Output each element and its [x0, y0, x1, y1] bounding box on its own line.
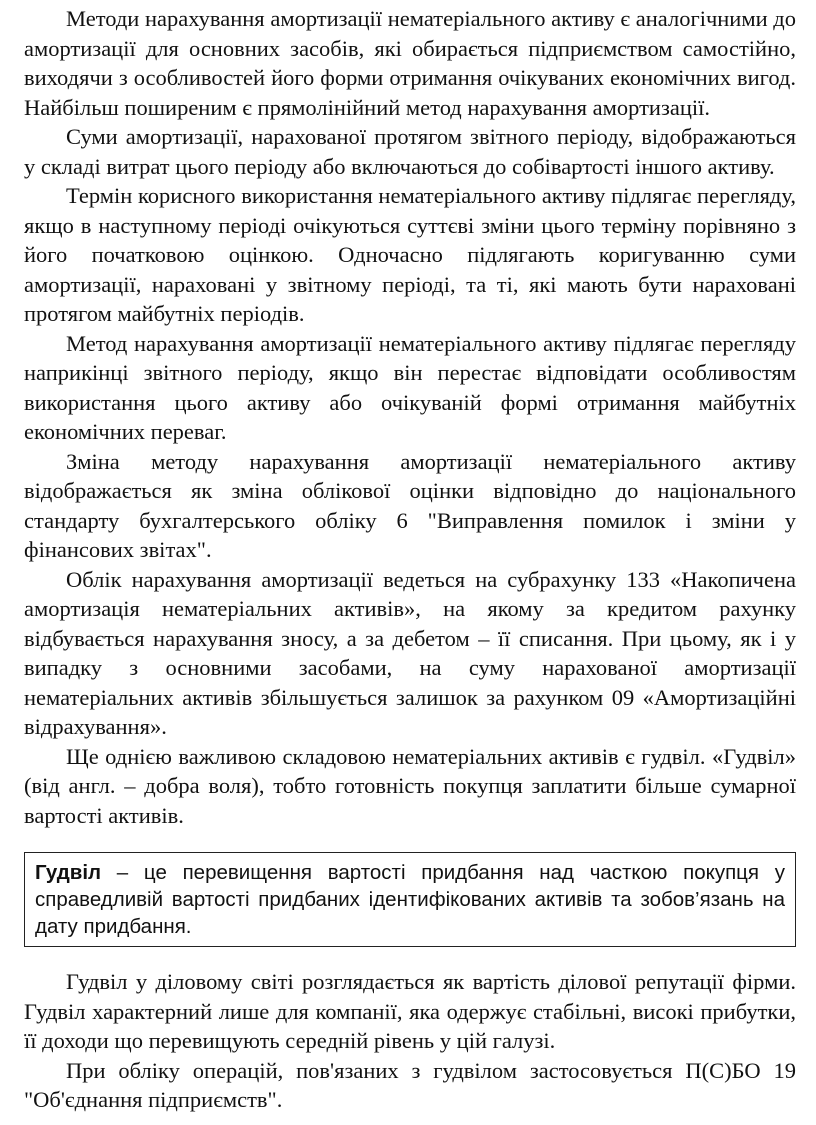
- paragraph-amortization-amounts: Суми амортизації, нарахованої протягом звітного періоду, відображаються у складі витрат цього періоду або включаються до собівартості іншого активу.: [24, 124, 796, 179]
- paragraphs-after-definition: [24, 967, 796, 1115]
- goodwill-definition: [35, 859, 785, 940]
- paragraph-method-change: Зміна методу нарахування амортизації нематеріального активу відображається як зміна облікової оцінки відповідно до національного стандарту бухгалтерського обліку 6 "Виправлення помилок і зміни у фінансових звітах".: [24, 448, 796, 562]
- paragraph-useful-life-review: Термін корисного використання нематеріального активу підлягає перегляду, якщо в наступному періоді очікуються суттєві зміни цього терміну порівняно з його початковою оцінкою. Одночасно підлягають коригуванню суми амортизації, нараховані у звітному періоді, та ті, які мають бути нараховані протягом майбутніх періодів.: [24, 183, 796, 326]
- paragraph-goodwill-intro: Ще однією важливою складовою нематеріальних активів є гудвіл. «Гудвіл» (від англ. – добра воля), тобто готовність покупця заплатити більше сумарної вартості активів.: [24, 743, 796, 828]
- definition-term: Гудвіл: [35, 861, 102, 884]
- document-page: [24, 4, 796, 1115]
- definition-body: – це перевищення вартості придбання над часткою покупця у справедливій вартості придбаних ідентифікованих активів та зобов’язань на дату придбання.: [35, 861, 785, 938]
- paragraph-subaccount-133: Облік нарахування амортизації ведеться на субрахунку 133 «Накопичена амортизація нематеріальних активів», на якому за кредитом рахунку відбувається нарахування зносу, а за дебетом – її списання. При цьому, як і у випадку з основними засобами, на суму нарахованої амортизації нематеріальних активів збільшується залишок за рахунком 09 «Амортизаційні відрахування».: [24, 566, 796, 739]
- paragraph-goodwill-standard: При обліку операцій, пов'язаних з гудвілом застосовується П(С)БО 19 "Об'єднання підприємств".: [24, 1057, 796, 1112]
- paragraph-amortization-methods: Методи нарахування амортизації нематеріального активу є аналогічними до амортизації для основних засобів, які обирається підприємством самостійно, виходячи з особливостей його форми отримання очікуваних економічних вигод. Найбільш поширеним є прямолінійний метод нарахування амортизації.: [24, 6, 796, 120]
- paragraph-method-review: Метод нарахування амортизації нематеріального активу підлягає перегляду наприкінці звітного періоду, якщо він перестає відповідати особливостям використання цього активу або очікуваній формі отримання майбутніх економічних переваг.: [24, 330, 796, 444]
- paragraph-goodwill-reputation: Гудвіл у діловому світі розглядається як вартість ділової репутації фірми. Гудвіл характерний лише для компанії, яка одержує стабільні, високі прибутки, її доходи що перевищують середній рівень у цій галузі.: [24, 969, 796, 1053]
- goodwill-definition-box: [24, 852, 796, 947]
